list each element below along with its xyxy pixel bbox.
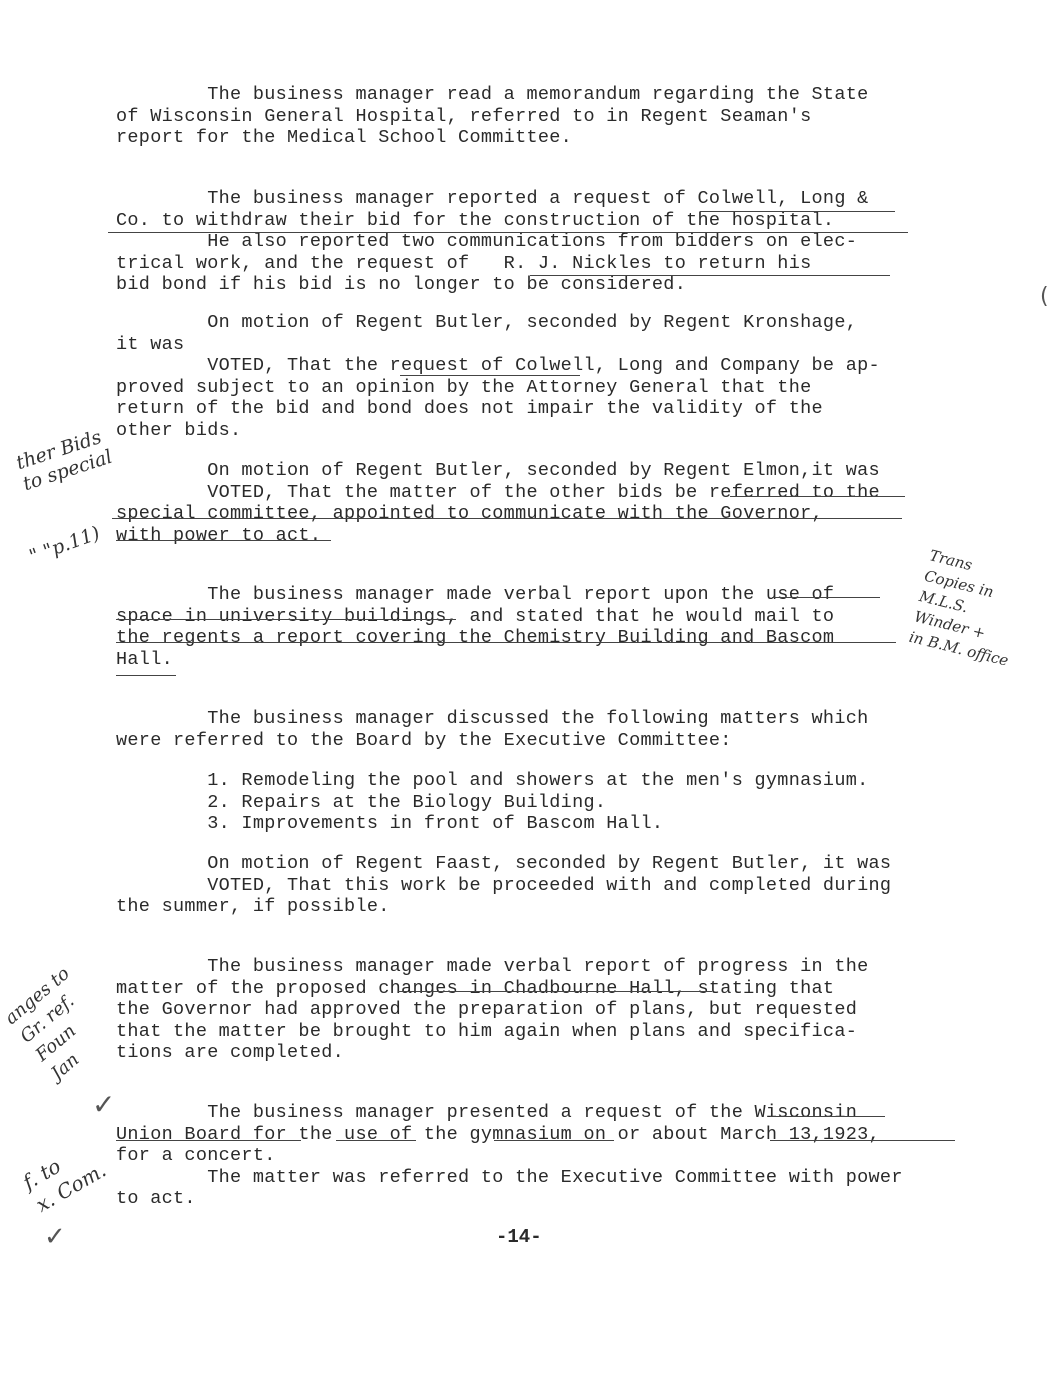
paragraph-colwell-request xyxy=(116,188,926,296)
text-line: proved subject to an opinion by the Attorney General that the xyxy=(116,376,812,398)
text-line: 1. Remodeling the pool and showers at the men's gymnasium. xyxy=(116,770,869,791)
underline xyxy=(772,597,880,598)
text-line: with power to act. xyxy=(116,524,322,546)
text-line: On motion of Regent Faast, seconded by Regent Butler, it was xyxy=(116,853,892,874)
text-line: bid bond if his bid is no longer to be considered. xyxy=(116,274,687,295)
text-line: the Governor had approved the preparation of plans, but requested xyxy=(116,999,858,1020)
checkmark-icon: ✓ xyxy=(92,1088,116,1121)
text-line: tions are completed. xyxy=(116,1042,345,1063)
text-line: VOTED, That this work be proceeded with and completed during xyxy=(116,874,892,896)
text-line: VOTED, That the request of Colwell, Long and Company be ap- xyxy=(116,355,880,376)
paragraph-hospital-memo xyxy=(116,84,926,149)
text-line: to act. xyxy=(116,1188,196,1209)
underline xyxy=(530,275,890,276)
underline xyxy=(398,991,712,992)
text-line: He also reported two communications from bidders on elec- xyxy=(116,231,858,252)
text-line: that the matter be brought to him again when plans and specifica- xyxy=(116,1020,858,1042)
text-line: Co. to withdraw their bid for the construction of the hospital. xyxy=(116,209,835,231)
bracket-mark: ( xyxy=(1040,284,1049,309)
checkmark-icon: ✓ xyxy=(44,1222,66,1252)
text-line: On motion of Regent Butler, seconded by Regent Elmon,it was xyxy=(116,460,880,481)
underline xyxy=(770,1140,955,1141)
text-line: The business manager made verbal report of progress in the xyxy=(116,956,869,977)
page-number: -14- xyxy=(496,1226,542,1248)
text-line: The business manager read a memorandum regarding the State xyxy=(116,84,869,105)
margin-note-left-4: f. to x. Com. xyxy=(18,1153,111,1217)
underline xyxy=(116,619,456,620)
text-line: VOTED, That the matter of the other bids be referred to the xyxy=(116,481,880,503)
underline xyxy=(336,1140,416,1141)
underline xyxy=(112,518,902,519)
text-line: 3. Improvements in front of Bascom Hall. xyxy=(116,813,664,834)
text-line: the summer, if possible. xyxy=(116,896,390,917)
margin-note-right-1: Trans Copies in M.L.S. Winder + in B.M. office xyxy=(907,546,1011,670)
text-line: The matter was referred to the Executive Committee with power xyxy=(116,1166,903,1188)
text-line: special committee, appointed to communicate with the Governor, xyxy=(116,503,823,524)
paragraph-chadbourne-hall xyxy=(116,956,926,1064)
text-line: The business manager presented a request of the Wisconsin xyxy=(116,1102,858,1123)
text-line: On motion of Regent Butler, seconded by Regent Kronshage, xyxy=(116,312,858,333)
underline xyxy=(116,675,176,676)
text-line: The business manager reported a request of Colwell, Long & xyxy=(116,188,869,209)
underline xyxy=(400,375,580,376)
paragraph-vote-colwell xyxy=(116,312,926,441)
text-line: Hall. xyxy=(116,648,174,670)
text-line: The business manager made verbal report upon the use of xyxy=(116,584,835,605)
paragraph-vote-other-bids xyxy=(116,460,926,546)
paragraph-executive-matters xyxy=(116,708,926,751)
underline xyxy=(108,232,908,233)
text-line: for a concert. xyxy=(116,1145,276,1166)
underline xyxy=(770,1116,885,1117)
underline xyxy=(116,642,896,643)
underline xyxy=(700,211,895,212)
text-line: The business manager discussed the following matters which xyxy=(116,708,869,729)
text-line: matter of the proposed changes in Chadbourne Hall, stating that xyxy=(116,977,835,999)
paragraph-union-board xyxy=(116,1102,926,1210)
text-line: it was xyxy=(116,333,185,355)
text-line: Union Board for the use of the gymnasium on or about March 13,1923, xyxy=(116,1123,880,1145)
text-line: the regents a report covering the Chemistry Building and Bascom xyxy=(116,627,835,648)
text-line: report for the Medical School Committee. xyxy=(116,127,573,148)
text-line: return of the bid and bond does not impair the validity of the xyxy=(116,398,823,419)
margin-note-left-3: anges to Gr. ref. Foun Jan xyxy=(0,963,84,1085)
margin-note-left-1: ther Bids to special xyxy=(13,426,115,496)
paragraph-vote-work xyxy=(116,853,926,918)
text-line: were referred to the Board by the Executive Committee: xyxy=(116,729,732,751)
text-line: of Wisconsin General Hospital, referred to in Regent Seaman's xyxy=(116,105,812,127)
underline xyxy=(494,1140,614,1141)
text-line: trical work, and the request of R. J. Nickles to return his xyxy=(116,252,812,274)
text-line: 2. Repairs at the Biology Building. xyxy=(116,791,607,813)
underline xyxy=(116,540,331,541)
list-matters xyxy=(116,770,926,835)
margin-note-left-2: " "p.11) xyxy=(26,522,103,568)
underline xyxy=(730,496,905,497)
text-line: space in university buildings, and stated that he would mail to xyxy=(116,605,835,627)
underline xyxy=(116,1140,301,1141)
text-line: other bids. xyxy=(116,419,242,441)
